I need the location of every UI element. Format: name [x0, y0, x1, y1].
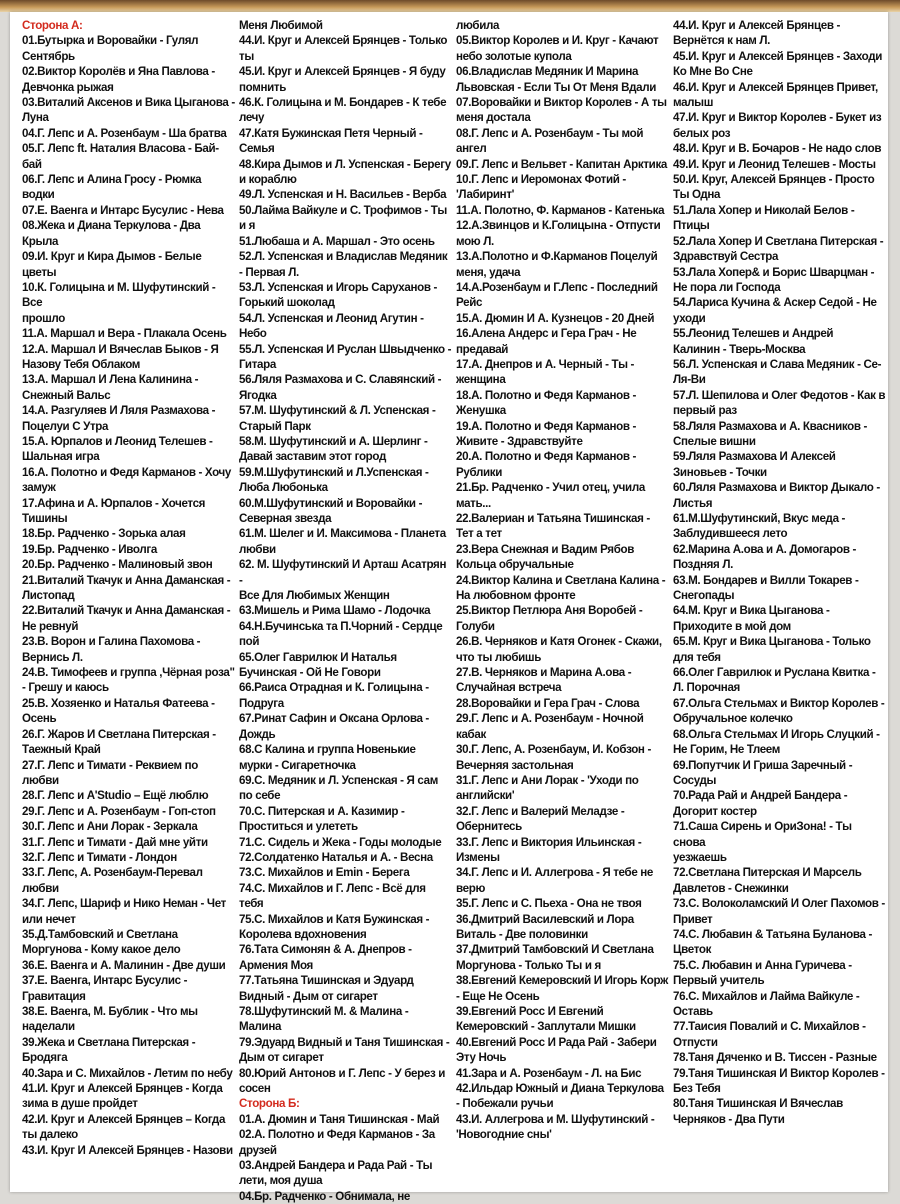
track-entry: 25.В. Хозяенко и Наталья Фатеева - Осень	[22, 696, 215, 726]
track-entry: 23.Вера Снежная и Вадим Рябов Кольца обручальные	[456, 542, 635, 572]
track-entry: 71.Саша Сирень и ОриЗона! - Ты снова уезжаешь	[673, 820, 852, 864]
track-entry: 63.М. Бондарев и Вилли Токарев - Снегопады	[673, 573, 859, 603]
track-entry: 68.Ольга Стельмах И Игорь Слуцкий - Не Горим, Не Тлеем	[673, 727, 880, 757]
track-entry: 56.Л. Успенская и Слава Медяник - Се- Ля-Ви	[673, 357, 882, 387]
track-entry: 53.Лала Хопер& и Борис Шварцман - Не пора ли Господа	[673, 265, 875, 294]
track-entry: 12.А.Звинцов и К.Голицына - Отпусти мою Л.	[456, 219, 661, 248]
column-3	[456, 18, 669, 1186]
track-entry: 65.Олег Гаврилюк И Наталья Бучинская - Ой Не Говори	[239, 650, 397, 680]
track-entry: 74.С. Михайлов и Г. Лепс - Всё для тебя	[239, 881, 426, 911]
track-entry: 62. М. Шуфутинский И Арташ Асатрян - Все Для Любимых Женщин	[239, 558, 447, 603]
track-entry: 68.С Калина и группа Новенькие мурки - Сигаретночка	[239, 743, 416, 772]
track-entry: 41.И. Круг и Алексей Брянцев - Когда зима в душе пройдет	[22, 1082, 223, 1111]
track-entry: 07.Е. Ваенга и Интарс Бусулис - Нева	[22, 203, 224, 217]
track-entry: 24.В. Тимофеев и группа ,Чёрная роза" - Грешу и каюсь	[22, 666, 235, 695]
track-entry: 51.Лала Хопер и Николай Белов - Птицы	[673, 203, 855, 233]
section-header-side-b: Сторона Б:	[239, 1097, 300, 1111]
track-entry: 13.А. Маршал И Лена Калинина - Снежный Вальс	[22, 373, 199, 402]
track-entry: 77.Таисия Повалий и С. Михайлов - Отпусти	[673, 1020, 866, 1049]
track-entry: 38.Евгений Кемеровский И Игорь Корж - Еще Не Осень	[456, 974, 668, 1003]
track-entry: 73.С. Волоколамский И Олег Пахомов - Привет	[673, 897, 885, 926]
track-entry: 55.Леонид Телешев и Андрей Калинин - Тверь-Москва	[673, 327, 834, 356]
track-entry: 19.А. Полотно и Федя Карманов - Живите - Здравствуйте	[456, 419, 636, 448]
track-entry: 11.А. Полотно, Ф. Карманов - Катенька	[456, 203, 665, 217]
track-entry: 45.И. Круг и Алексей Брянцев - Заходи Ко Мне Во Сне	[673, 49, 883, 79]
track-entry: 72.Солдатенко Наталья и А. - Весна	[239, 850, 433, 864]
track-entry: 78.Таня Дяченко и В. Тиссен - Разные	[673, 1051, 877, 1065]
track-entry: 10.К. Голицына и М. Шуфутинский - Все прошло	[22, 280, 216, 325]
tracklist-columns	[22, 18, 886, 1203]
track-entry: 40.Зара и С. Михайлов - Летим по небу	[22, 1066, 233, 1080]
track-entry: 58.Ляля Размахова и А. Квасников - Спелые вишни	[673, 419, 868, 448]
track-entry: 59.М.Шуфутинский и Л.Успенская - Люба Любонька	[239, 465, 429, 495]
track-entry: 20.А. Полотно и Федя Карманов - Рублики	[456, 450, 636, 479]
track-entry: 70.С. Питерская и А. Казимир - Проститься и улететь	[239, 804, 405, 834]
track-entry: 50.И. Круг, Алексей Брянцев - Просто Ты Одна	[673, 173, 875, 202]
track-entry: 41.Зара и А. Розенбаум - Л. на Бис	[456, 1066, 642, 1080]
track-entry: 28.Воровайки и Гера Грач - Слова	[456, 696, 640, 710]
track-entry: 62.Марина А.ова и А. Домогаров - Поздняя Л.	[673, 542, 857, 572]
track-entry: 32.Г. Лепс и Валерий Меладзе - Обернитесь	[456, 804, 625, 834]
top-decor-strip	[0, 0, 900, 12]
track-entry: 54.Лариса Кучина & Аскер Седой - Не уходи	[673, 296, 877, 325]
track-entry: 08.Г. Лепс и А. Розенбаум - Ты мой ангел	[456, 126, 644, 156]
track-entry: 54.Л. Успенская и Леонид Агутин - Небо	[239, 311, 424, 341]
track-entry: 30.Г. Лепс, А. Розенбаум, И. Кобзон - Вечерняя застольная	[456, 743, 651, 772]
track-entry: 06.Владислав Медяник И Марина Львовская - Если Ты От Меня Вдали	[456, 65, 657, 94]
track-entry: 33.Г. Лепс, А. Розенбаум-Перевал любви	[22, 866, 203, 895]
track-entry: 67.Ольга Стельмах и Виктор Королев - Обручальное колечко	[673, 696, 885, 726]
track-entry: 48.Кира Дымов и Л. Успенская - Берегу и кораблю	[239, 157, 451, 187]
track-entry: 75.С. Михайлов и Катя Бужинская - Королева вдохновения	[239, 912, 430, 941]
track-entry: 47.И. Круг и Виктор Королев - Букет из белых роз	[673, 111, 882, 140]
track-entry: 16.А. Полотно и Федя Карманов - Хочу замуж	[22, 465, 232, 495]
track-entry: 66.Раиса Отрадная и К. Голицына - Подруга	[239, 681, 429, 710]
track-entry: 37.Дмитрий Тамбовский И Светлана Моргунова - Только Ты и я	[456, 943, 654, 972]
track-entry: 71.С. Сидель и Жека - Годы молодые	[239, 835, 442, 849]
track-entry: 73.С. Михайлов и Emin - Берега	[239, 866, 410, 880]
track-entry: 34.Г. Лепс и И. Аллегрова - Я тебе не верю	[456, 866, 654, 895]
track-entry: 56.Ляля Размахова и С. Славянский - Ягодка	[239, 373, 442, 402]
track-entry: 60.М.Шуфутинский и Воровайки - Северная звезда	[239, 496, 423, 525]
track-entry: 16.Алена Андерс и Гера Грач - Не предавай	[456, 327, 637, 356]
track-entry: 39.Евгений Росс И Евгений Кемеровский - Заплутали Мишки	[456, 1005, 636, 1034]
track-entry: 09.И. Круг и Кира Дымов - Белые цветы	[22, 250, 202, 279]
track-entry: 22.Виталий Ткачук и Анна Даманская - Не ревнуй	[22, 604, 231, 633]
column-1	[22, 18, 235, 1186]
track-entry: 66.Олег Гаврилюк и Руслана Квитка - Л. Порочная	[673, 666, 876, 695]
track-entry: 44.И. Круг и Алексей Брянцев - Вернётся к нам Л.	[673, 19, 840, 48]
track-entry: 51.Любаша и А. Маршал - Это осень	[239, 234, 435, 248]
track-entry: 43.И. Круг И Алексей Брянцев - Назови	[22, 1143, 233, 1157]
track-entry: 45.И. Круг и Алексей Брянцев - Я буду помнить	[239, 65, 446, 94]
track-entry: 52.Лала Хопер И Светлана Питерская - Здравствуй Сестра	[673, 234, 884, 264]
track-entry: 57.Л. Шепилова и Олег Федотов - Как в первый раз	[673, 388, 886, 418]
track-entry: 78.Шуфутинский М. & Малина - Малина	[239, 1005, 409, 1034]
track-entry: Меня Любимой	[239, 19, 323, 32]
track-entry: 61.М. Шелег и И. Максимова - Планета любви	[239, 527, 446, 556]
track-entry: 31.Г. Лепс и Тимати - Дай мне уйти	[22, 835, 208, 849]
track-entry: 26.В. Черняков и Катя Огонек - Скажи, что ты любишь	[456, 635, 662, 664]
track-entry: 28.Г. Лепс и A'Studio – Ещё люблю	[22, 789, 209, 803]
track-entry: 05.Виктор Королев и И. Круг - Качают небо золотые купола	[456, 34, 659, 63]
track-entry: 32.Г. Лепс и Тимати - Лондон	[22, 850, 177, 864]
track-entry: 29.Г. Лепс и А. Розенбаум - Гоп-стоп	[22, 804, 216, 818]
track-entry: 59.Ляля Размахова И Алексей Зиновьев - Точки	[673, 450, 836, 479]
track-entry: 33.Г. Лепс и Виктория Ильинская - Измены	[456, 835, 642, 864]
track-entry: 24.Виктор Калина и Светлана Калина - На любовном фронте	[456, 573, 666, 603]
track-entry: 55.Л. Успенская И Руслан Швыдченко - Гитара	[239, 342, 452, 371]
column-2	[239, 18, 452, 1203]
track-entry: 03.Виталий Аксенов и Вика Цыганова - Луна	[22, 96, 235, 125]
track-entry: 64.М. Круг и Вика Цыганова - Приходите в мой дом	[673, 604, 830, 633]
track-entry: 09.Г. Лепс и Вельвет - Капитан Арктика	[456, 157, 668, 171]
track-entry: 42.И. Круг и Алексей Брянцев – Когда ты далеко	[22, 1112, 226, 1142]
track-entry: 77.Татьяна Тишинская и Эдуард Видный - Дым от сигарет	[239, 974, 414, 1003]
track-entry: 01.Бутырка и Воровайки - Гулял Сентябрь	[22, 34, 199, 63]
track-entry: 21.Виталий Ткачук и Анна Даманская - Листопад	[22, 573, 231, 603]
track-entry: 69.С. Медяник и Л. Успенская - Я сам по себе	[239, 773, 438, 803]
track-entry: 36.Е. Ваенга и А. Малинин - Две души	[22, 958, 226, 972]
track-entry: 57.М. Шуфутинский & Л. Успенская - Старый Парк	[239, 404, 436, 433]
track-entry: 31.Г. Лепс и Ани Лорак - 'Уходи по английски'	[456, 773, 639, 803]
track-entry: 38.Е. Ваенга, М. Бублик - Что мы наделали	[22, 1005, 198, 1034]
track-entry: 48.И. Круг и В. Бочаров - Не надо слов	[673, 142, 882, 156]
track-entry: 42.Ильдар Южный и Диана Теркулова - Побежали ручьи	[456, 1082, 664, 1111]
track-entry: 79.Таня Тишинская И Виктор Королев - Без Тебя	[673, 1066, 885, 1096]
track-entry: 26.Г. Жаров И Светлана Питерская - Таежный Край	[22, 727, 216, 757]
track-entry: 47.Катя Бужинская Петя Черный - Семья	[239, 126, 423, 156]
track-entry: 35.Д.Тамбовский и Светлана Моргунова - Кому какое дело	[22, 927, 181, 957]
track-entry: 15.А. Юрпалов и Леонид Телешев - Шальная игра	[22, 434, 213, 464]
track-entry: 40.Евгений Росс И Рада Рай - Забери Эту Ночь	[456, 1035, 657, 1065]
track-entry: 74.С. Любавин & Татьяна Буланова - Цветок	[673, 927, 872, 957]
track-entry: 35.Г. Лепс и С. Пьеха - Она не твоя	[456, 897, 642, 911]
track-entry: 49.И. Круг и Леонид Телешев - Мосты	[673, 157, 876, 171]
track-entry: 21.Бр. Радченко - Учил отец, учила мать...	[456, 481, 645, 510]
track-entry: 76.Тата Симонян & А. Днепров - Армения Моя	[239, 943, 412, 972]
track-entry: 17.А. Днепров и А. Черный - Ты - женщина	[456, 357, 635, 387]
track-entry: 27.Г. Лепс и Тимати - Реквием по любви	[22, 758, 198, 787]
column-4	[673, 18, 886, 1186]
section-header-side-a: Сторона А:	[22, 19, 83, 32]
track-entry: 03.Андрей Бандера и Рада Рай - Ты лети, моя душа	[239, 1159, 433, 1188]
track-entry: 18.А. Полотно и Федя Карманов - Женушка	[456, 388, 636, 418]
track-entry: 76.С. Михайлов и Лайма Вайкуле - Оставь	[673, 989, 860, 1018]
track-entry: 79.Эдуард Видный и Таня Тишинская - Дым от сигарет	[239, 1035, 450, 1065]
track-entry: 53.Л. Успенская и Игорь Саруханов - Горький шоколад	[239, 280, 438, 310]
track-entry: 58.М. Шуфутинский и А. Шерлинг - Давай заставим этот город	[239, 434, 428, 464]
track-entry: 60.Ляля Размахова и Виктор Дыкало - Листья	[673, 481, 880, 510]
track-entry: 27.В. Черняков и Марина А.ова - Случайная встреча	[456, 666, 632, 695]
track-entry: 34.Г. Лепс, Шариф и Нико Неман - Чет или нечет	[22, 897, 226, 926]
track-entry: 49.Л. Успенская и Н. Васильев - Верба	[239, 188, 447, 202]
track-entry: 75.С. Любавин и Анна Гуричева - Первый учитель	[673, 958, 852, 988]
track-entry: 61.М.Шуфутинский, Вкус меда - Заблудившееся лето	[673, 512, 846, 541]
track-entry: 52.Л. Успенская и Владислав Медяник - Первая Л.	[239, 250, 448, 279]
track-entry: 23.В. Ворон и Галина Пахомова - Вернись Л.	[22, 635, 201, 664]
track-entry: 10.Г. Лепс и Иеромонах Фотий - 'Лабиринт'	[456, 173, 626, 202]
track-entry: любила	[456, 19, 500, 32]
track-entry: 08.Жека и Диана Теркулова - Два Крыла	[22, 219, 201, 248]
track-entry: 44.И. Круг и Алексей Брянцев - Только ты	[239, 34, 448, 63]
track-entry: 69.Попутчик И Гриша Заречный - Сосуды	[673, 758, 853, 787]
track-entry: 80.Юрий Антонов и Г. Лепс - У берез и сосен	[239, 1066, 446, 1096]
track-entry: 65.М. Круг и Вика Цыганова - Только для тебя	[673, 635, 871, 664]
track-entry: 46.И. Круг и Алексей Брянцев Привет, малыш	[673, 80, 878, 110]
track-entry: 37.Е. Ваенга, Интарс Бусулис - Гравитация	[22, 974, 188, 1003]
track-entry: 02.А. Полотно и Федя Карманов - За друзей	[239, 1128, 435, 1157]
track-entry: 15.А. Дюмин И А. Кузнецов - 20 Дней	[456, 311, 655, 325]
track-entry: 02.Виктор Королёв и Яна Павлова - Девчонка рыжая	[22, 65, 215, 94]
track-entry: 67.Ринат Сафин и Оксана Орлова - Дождь	[239, 712, 429, 741]
track-entry: 25.Виктор Петлюра Аня Воробей - Голуби	[456, 604, 643, 633]
tracklist-sheet	[10, 12, 888, 1203]
track-entry: 14.А. Разгуляев И Ляля Размахова - Поцелуи С Утра	[22, 404, 216, 433]
track-entry: 17.Афина и А. Юрпалов - Хочется Тишины	[22, 496, 206, 525]
track-entry: 30.Г. Лепс и Ани Лорак - Зеркала	[22, 820, 198, 834]
track-entry: 06.Г. Лепс и Алина Гросу - Рюмка водки	[22, 173, 202, 202]
track-entry: 04.Бр. Радченко - Обнимала, не	[239, 1189, 410, 1203]
track-entry: 64.Н.Бучинська та П.Чорний - Сердце пой	[239, 619, 443, 649]
track-entry: 20.Бр. Радченко - Малиновый звон	[22, 558, 213, 572]
track-entry: 12.А. Маршал И Вячеслав Быков - Я Назову Тебя Облаком	[22, 342, 219, 371]
track-entry: 72.Светлана Питерская И Марсель Давлетов - Снежинки	[673, 866, 862, 895]
track-entry: 19.Бр. Радченко - Иволга	[22, 542, 157, 556]
track-entry: 04.Г. Лепс и А. Розенбаум - Ша братва	[22, 126, 227, 140]
track-entry: 11.А. Маршал и Вера - Плакала Осень	[22, 327, 227, 341]
track-entry: 46.К. Голицына и М. Бондарев - К тебе лечу	[239, 96, 447, 125]
track-entry: 80.Таня Тишинская И Вячеслав Черняков - Два Пути	[673, 1097, 843, 1126]
track-entry: 05.Г. Лепс ft. Наталия Власова - Бай- бай	[22, 142, 219, 171]
track-entry: 70.Рада Рай и Андрей Бандера - Догорит костер	[673, 789, 848, 818]
track-entry: 14.А.Розенбаум и Г.Лепс - Последний Рейс	[456, 280, 658, 310]
track-entry: 63.Мишель и Рима Шамо - Лодочка	[239, 604, 431, 618]
track-entry: 39.Жека и Светлана Питерская - Бродяга	[22, 1035, 196, 1065]
track-entry: 29.Г. Лепс и А. Розенбаум - Ночной кабак	[456, 712, 644, 741]
track-entry: 50.Лайма Вайкуле и С. Трофимов - Ты и я	[239, 203, 447, 233]
track-entry: 07.Воровайки и Виктор Королев - А ты меня достала	[456, 96, 667, 125]
track-entry: 22.Валериан и Татьяна Тишинская - Тет а тет	[456, 512, 650, 541]
track-entry: 13.А.Полотно и Ф.Карманов Поцелуй меня, удача	[456, 250, 658, 279]
track-entry: 43.И. Аллегрова и М. Шуфутинский - 'Новогодние сны'	[456, 1112, 655, 1142]
track-entry: 36.Дмитрий Василевский и Лора Виталь - Две половинки	[456, 912, 634, 941]
track-entry: 01.А. Дюмин и Таня Тишинская - Май	[239, 1112, 440, 1126]
track-entry: 18.Бр. Радченко - Зорька алая	[22, 527, 186, 541]
